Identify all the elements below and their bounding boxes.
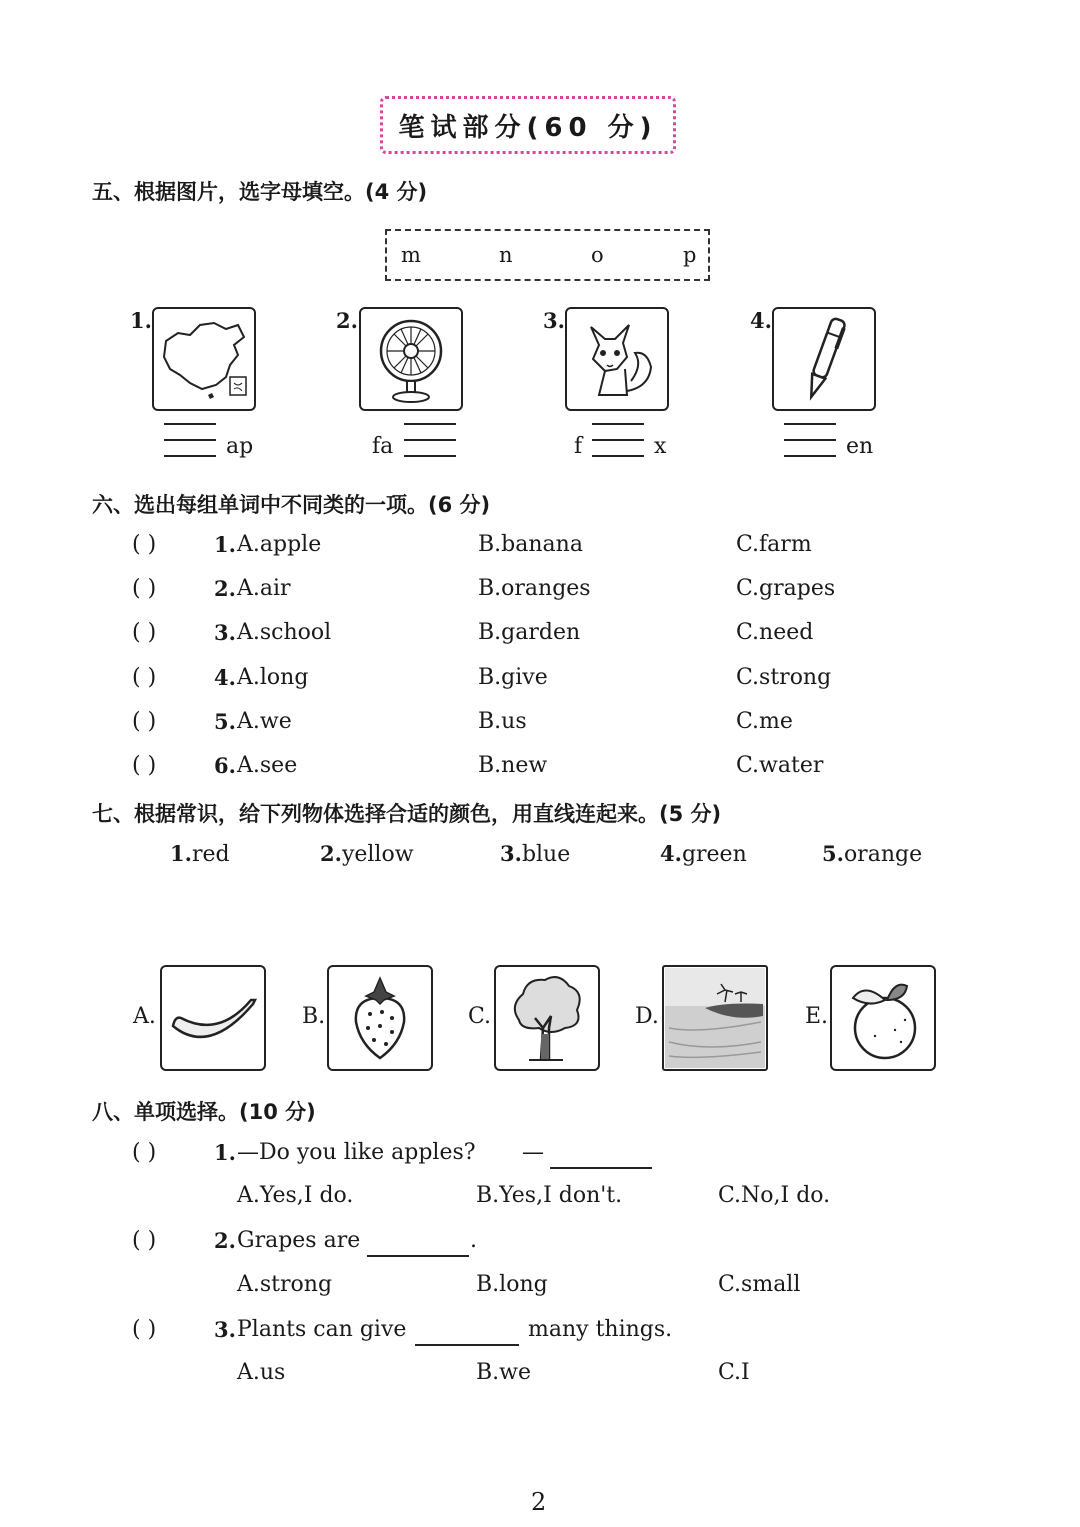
question-text: —Do you like apples? bbox=[237, 1140, 476, 1165]
answer-paren[interactable]: ( ) bbox=[132, 709, 157, 734]
question-text: Plants can give bbox=[237, 1317, 407, 1342]
color-number: 3. bbox=[500, 841, 522, 866]
answer-blank-lines[interactable] bbox=[592, 423, 644, 471]
answer-blank-lines[interactable] bbox=[404, 423, 456, 471]
question-end: many things. bbox=[528, 1317, 673, 1342]
option-c: C.need bbox=[736, 620, 814, 645]
option-a: A.us bbox=[237, 1360, 286, 1385]
section7-heading: 七、根据常识，给下列物体选择合适的颜色，用直线连起来。(5 分) bbox=[92, 802, 722, 826]
pen-icon bbox=[772, 307, 876, 411]
answer-blank-lines[interactable] bbox=[164, 423, 216, 471]
option-b: B.us bbox=[478, 709, 527, 734]
strawberry-icon[interactable] bbox=[327, 965, 433, 1071]
picture-label: A. bbox=[133, 1004, 156, 1029]
option-a: A.strong bbox=[237, 1272, 333, 1297]
color-word-row bbox=[170, 841, 970, 875]
section8-heading: 八、单项选择。(10 分) bbox=[92, 1100, 316, 1124]
option-a: A.Yes,I do. bbox=[237, 1183, 354, 1208]
row-number: 1. bbox=[214, 532, 236, 557]
section6-heading: 六、选出每组单词中不同类的一项。(6 分) bbox=[92, 493, 491, 517]
answer-paren[interactable]: ( ) bbox=[132, 1140, 157, 1165]
option-c: C.strong bbox=[736, 665, 832, 690]
answer-paren[interactable]: ( ) bbox=[132, 665, 157, 690]
picture-label: C. bbox=[468, 1004, 492, 1029]
banana-icon[interactable] bbox=[160, 965, 266, 1071]
option-b: B.Yes,I don't. bbox=[476, 1183, 623, 1208]
option-a: A.we bbox=[237, 709, 292, 734]
color-word[interactable]: green bbox=[681, 842, 747, 867]
color-word[interactable]: orange bbox=[843, 842, 923, 867]
option-c: C.No,I do. bbox=[718, 1183, 831, 1208]
answer-blank[interactable] bbox=[367, 1228, 469, 1257]
answer-blank[interactable] bbox=[550, 1140, 652, 1169]
question-end: . bbox=[470, 1228, 477, 1253]
color-number: 5. bbox=[822, 841, 844, 866]
section6-rows bbox=[132, 532, 1032, 792]
answer-paren[interactable]: ( ) bbox=[132, 753, 157, 778]
item-number: 1. bbox=[130, 308, 152, 333]
option-a: A.see bbox=[237, 753, 298, 778]
option-a: A.long bbox=[237, 665, 309, 690]
word-prefix: fa bbox=[372, 434, 394, 459]
word-suffix: en bbox=[846, 434, 874, 459]
fan-icon bbox=[359, 307, 463, 411]
color-number: 1. bbox=[170, 841, 192, 866]
letter-option: p bbox=[683, 243, 697, 267]
option-c: C.water bbox=[736, 753, 824, 778]
color-number: 2. bbox=[320, 841, 342, 866]
option-b: B.banana bbox=[478, 532, 583, 557]
option-c: C.small bbox=[718, 1272, 801, 1297]
answer-paren[interactable]: ( ) bbox=[132, 620, 157, 645]
word-suffix: ap bbox=[226, 434, 254, 459]
color-word[interactable]: blue bbox=[521, 842, 571, 867]
page-title: 笔试部分(60 分) bbox=[398, 112, 658, 143]
word-suffix: x bbox=[654, 434, 667, 459]
option-c: C.farm bbox=[736, 532, 812, 557]
picture-label: B. bbox=[302, 1004, 326, 1029]
option-a: A.apple bbox=[237, 532, 322, 557]
question-number: 1. bbox=[214, 1140, 236, 1165]
row-number: 5. bbox=[214, 709, 236, 734]
letter-option: m bbox=[401, 243, 421, 267]
letter-options-box bbox=[385, 229, 710, 281]
answer-dash: — bbox=[522, 1140, 544, 1165]
orange-fruit-icon[interactable] bbox=[830, 965, 936, 1071]
picture-label: E. bbox=[805, 1004, 829, 1029]
answer-blank-lines[interactable] bbox=[784, 423, 836, 471]
option-c: C.me bbox=[736, 709, 793, 734]
row-number: 2. bbox=[214, 576, 236, 601]
letter-option: o bbox=[591, 243, 604, 267]
answer-paren[interactable]: ( ) bbox=[132, 532, 157, 557]
row-number: 3. bbox=[214, 620, 236, 645]
letter-option: n bbox=[499, 243, 513, 267]
option-b: B.garden bbox=[478, 620, 581, 645]
color-word[interactable]: red bbox=[191, 842, 230, 867]
row-number: 6. bbox=[214, 753, 236, 778]
option-b: B.we bbox=[476, 1360, 532, 1385]
question-number: 3. bbox=[214, 1317, 236, 1342]
option-b: B.oranges bbox=[478, 576, 591, 601]
question-number: 2. bbox=[214, 1228, 236, 1253]
color-word[interactable]: yellow bbox=[341, 842, 414, 867]
page-number: 2 bbox=[531, 1488, 547, 1516]
question-text: Grapes are bbox=[237, 1228, 361, 1253]
option-b: B.long bbox=[476, 1272, 548, 1297]
item-number: 4. bbox=[750, 308, 772, 333]
section5-heading: 五、根据图片，选字母填空。(4 分) bbox=[92, 180, 428, 204]
option-c: C.I bbox=[718, 1360, 750, 1385]
color-number: 4. bbox=[660, 841, 682, 866]
answer-blank[interactable] bbox=[415, 1317, 519, 1346]
option-c: C.grapes bbox=[736, 576, 836, 601]
option-b: B.new bbox=[478, 753, 548, 778]
option-a: A.air bbox=[237, 576, 291, 601]
tree-icon[interactable] bbox=[494, 965, 600, 1071]
answer-paren[interactable]: ( ) bbox=[132, 1317, 157, 1342]
section-title-box bbox=[380, 96, 676, 154]
china-map-icon bbox=[152, 307, 256, 411]
beach-icon[interactable] bbox=[662, 965, 768, 1071]
word-prefix: f bbox=[574, 434, 583, 459]
picture-label: D. bbox=[635, 1004, 659, 1029]
item-number: 3. bbox=[543, 308, 565, 333]
fox-icon bbox=[565, 307, 669, 411]
answer-paren[interactable]: ( ) bbox=[132, 1228, 157, 1253]
item-number: 2. bbox=[336, 308, 358, 333]
answer-paren[interactable]: ( ) bbox=[132, 576, 157, 601]
option-b: B.give bbox=[478, 665, 548, 690]
option-a: A.school bbox=[237, 620, 332, 645]
row-number: 4. bbox=[214, 665, 236, 690]
